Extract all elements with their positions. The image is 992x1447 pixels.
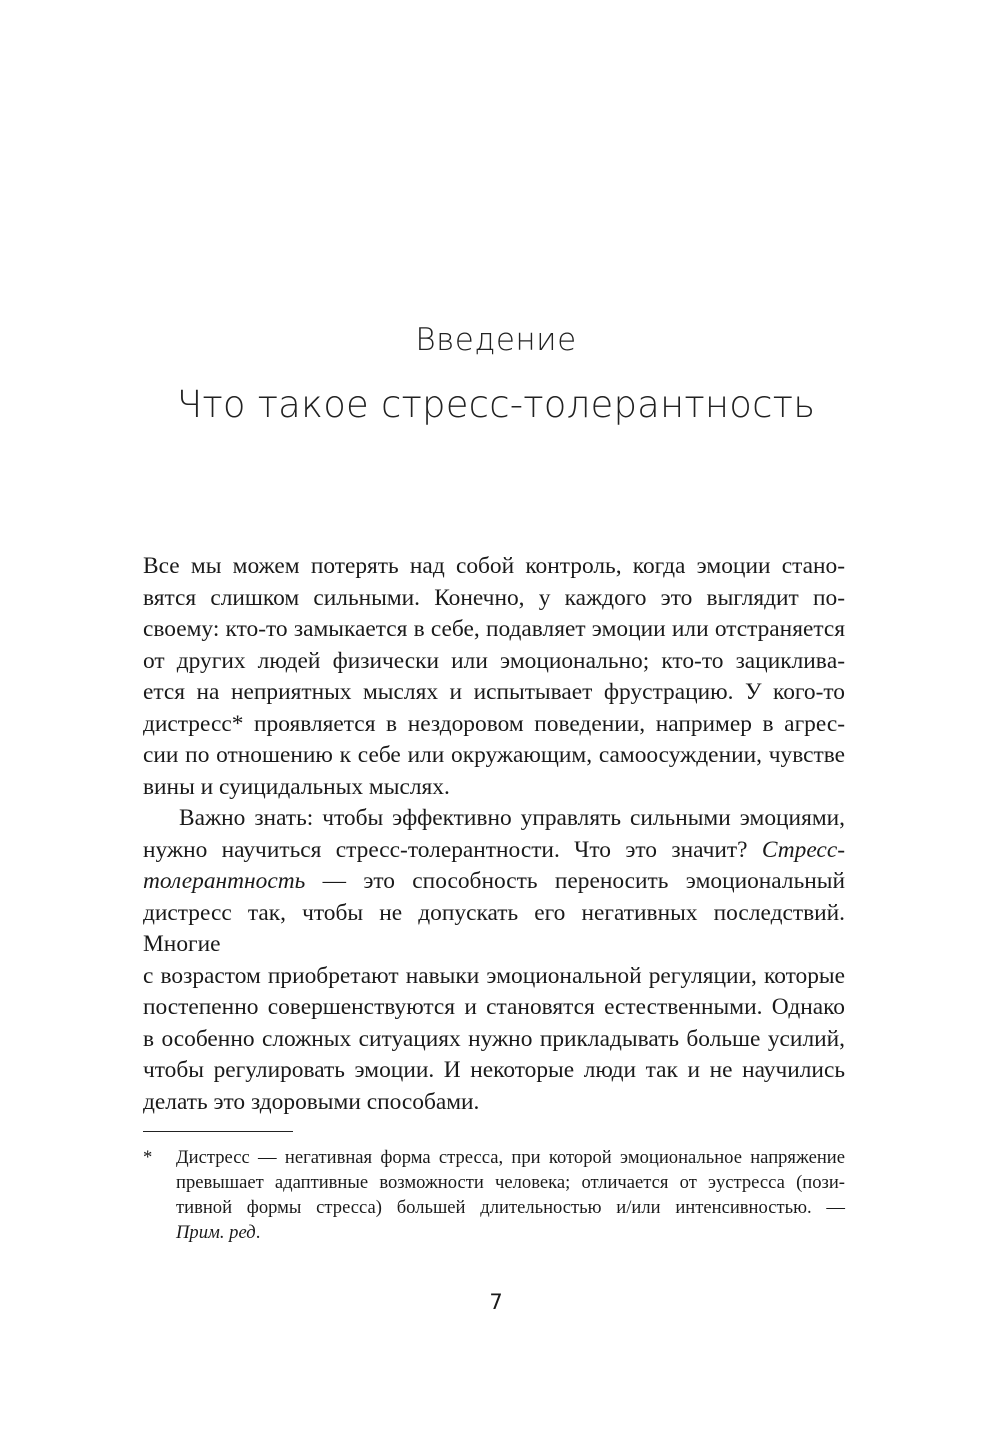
text-line: дистресс так, чтобы не допускать его негативных последствий. Многие xyxy=(143,899,845,957)
text-line: постепенно совершенствуются и становятся естественными. Однако xyxy=(143,994,845,1020)
text-line xyxy=(143,835,845,867)
footnote-line: превышает адаптивные возможности человека; отличается от эустресса (пози- xyxy=(176,1172,845,1193)
text-line: Важно знать: чтобы эффективно управлять сильными эмоциями, xyxy=(179,805,845,831)
chapter-title: Что такое стресс-толерантность xyxy=(176,383,816,426)
editor-note: Прим. ред xyxy=(176,1222,256,1243)
text-line: делать это здоровыми способами. xyxy=(143,1088,480,1115)
term-italic: толерантность xyxy=(143,868,306,894)
text-line: ется на неприятных мыслях и испытывает фрустрацию. У кого-то xyxy=(143,679,845,705)
footnote-body xyxy=(176,1145,845,1245)
text-run: — это способность переносить эмоциональный xyxy=(305,868,845,894)
footnote-marker: * xyxy=(143,1147,153,1168)
footnote-line: Дистресс — негативная форма стресса, при которой эмоциональное напряжение xyxy=(176,1147,845,1168)
chapter-label: Введение xyxy=(415,322,577,358)
text-line xyxy=(143,866,845,898)
text-line: в особенно сложных ситуациях нужно прикладывать больше усилий, xyxy=(143,1025,845,1052)
text-line: своему: кто-то замыкается в себе, подавляет эмоции или отстраняется xyxy=(143,616,845,642)
term-italic: Стресс- xyxy=(761,836,845,863)
footnote-line: тивной формы стресса) большей длительностью и/или интенсивностью. — xyxy=(176,1197,845,1218)
text-run: . xyxy=(255,1222,261,1243)
text-line: дистресс* проявляется в нездоровом поведении, например в агрес- xyxy=(143,710,845,737)
paragraph-1 xyxy=(143,551,845,803)
text-line: Все мы можем потерять над собой контроль, когда эмоции стано- xyxy=(143,553,845,579)
body-text xyxy=(143,551,845,1118)
text-run: нужно научиться стресс-толерантности. Что это значит? xyxy=(143,836,762,863)
footnote xyxy=(143,1145,845,1245)
text-line: сии по отношению к себе или окружающим, самоосуждении, чувстве xyxy=(143,742,845,768)
text-line: чтобы регулировать эмоции. И некоторые люди так и не научились xyxy=(143,1057,845,1083)
footnote-divider xyxy=(143,1131,293,1132)
paragraph-2 xyxy=(143,803,845,1118)
text-line: от других людей физически или эмоционально; кто-то зацикливa- xyxy=(143,647,845,674)
footnote-line xyxy=(176,1220,845,1245)
text-line: вины и суицидальных мыслях. xyxy=(143,773,450,800)
text-line: с возрастом приобретают навыки эмоциональной регуляции, которые xyxy=(143,962,845,989)
text-line: вятся слишком сильными. Конечно, у каждого это выглядит по- xyxy=(143,584,845,611)
page-number: 7 xyxy=(489,1290,503,1314)
